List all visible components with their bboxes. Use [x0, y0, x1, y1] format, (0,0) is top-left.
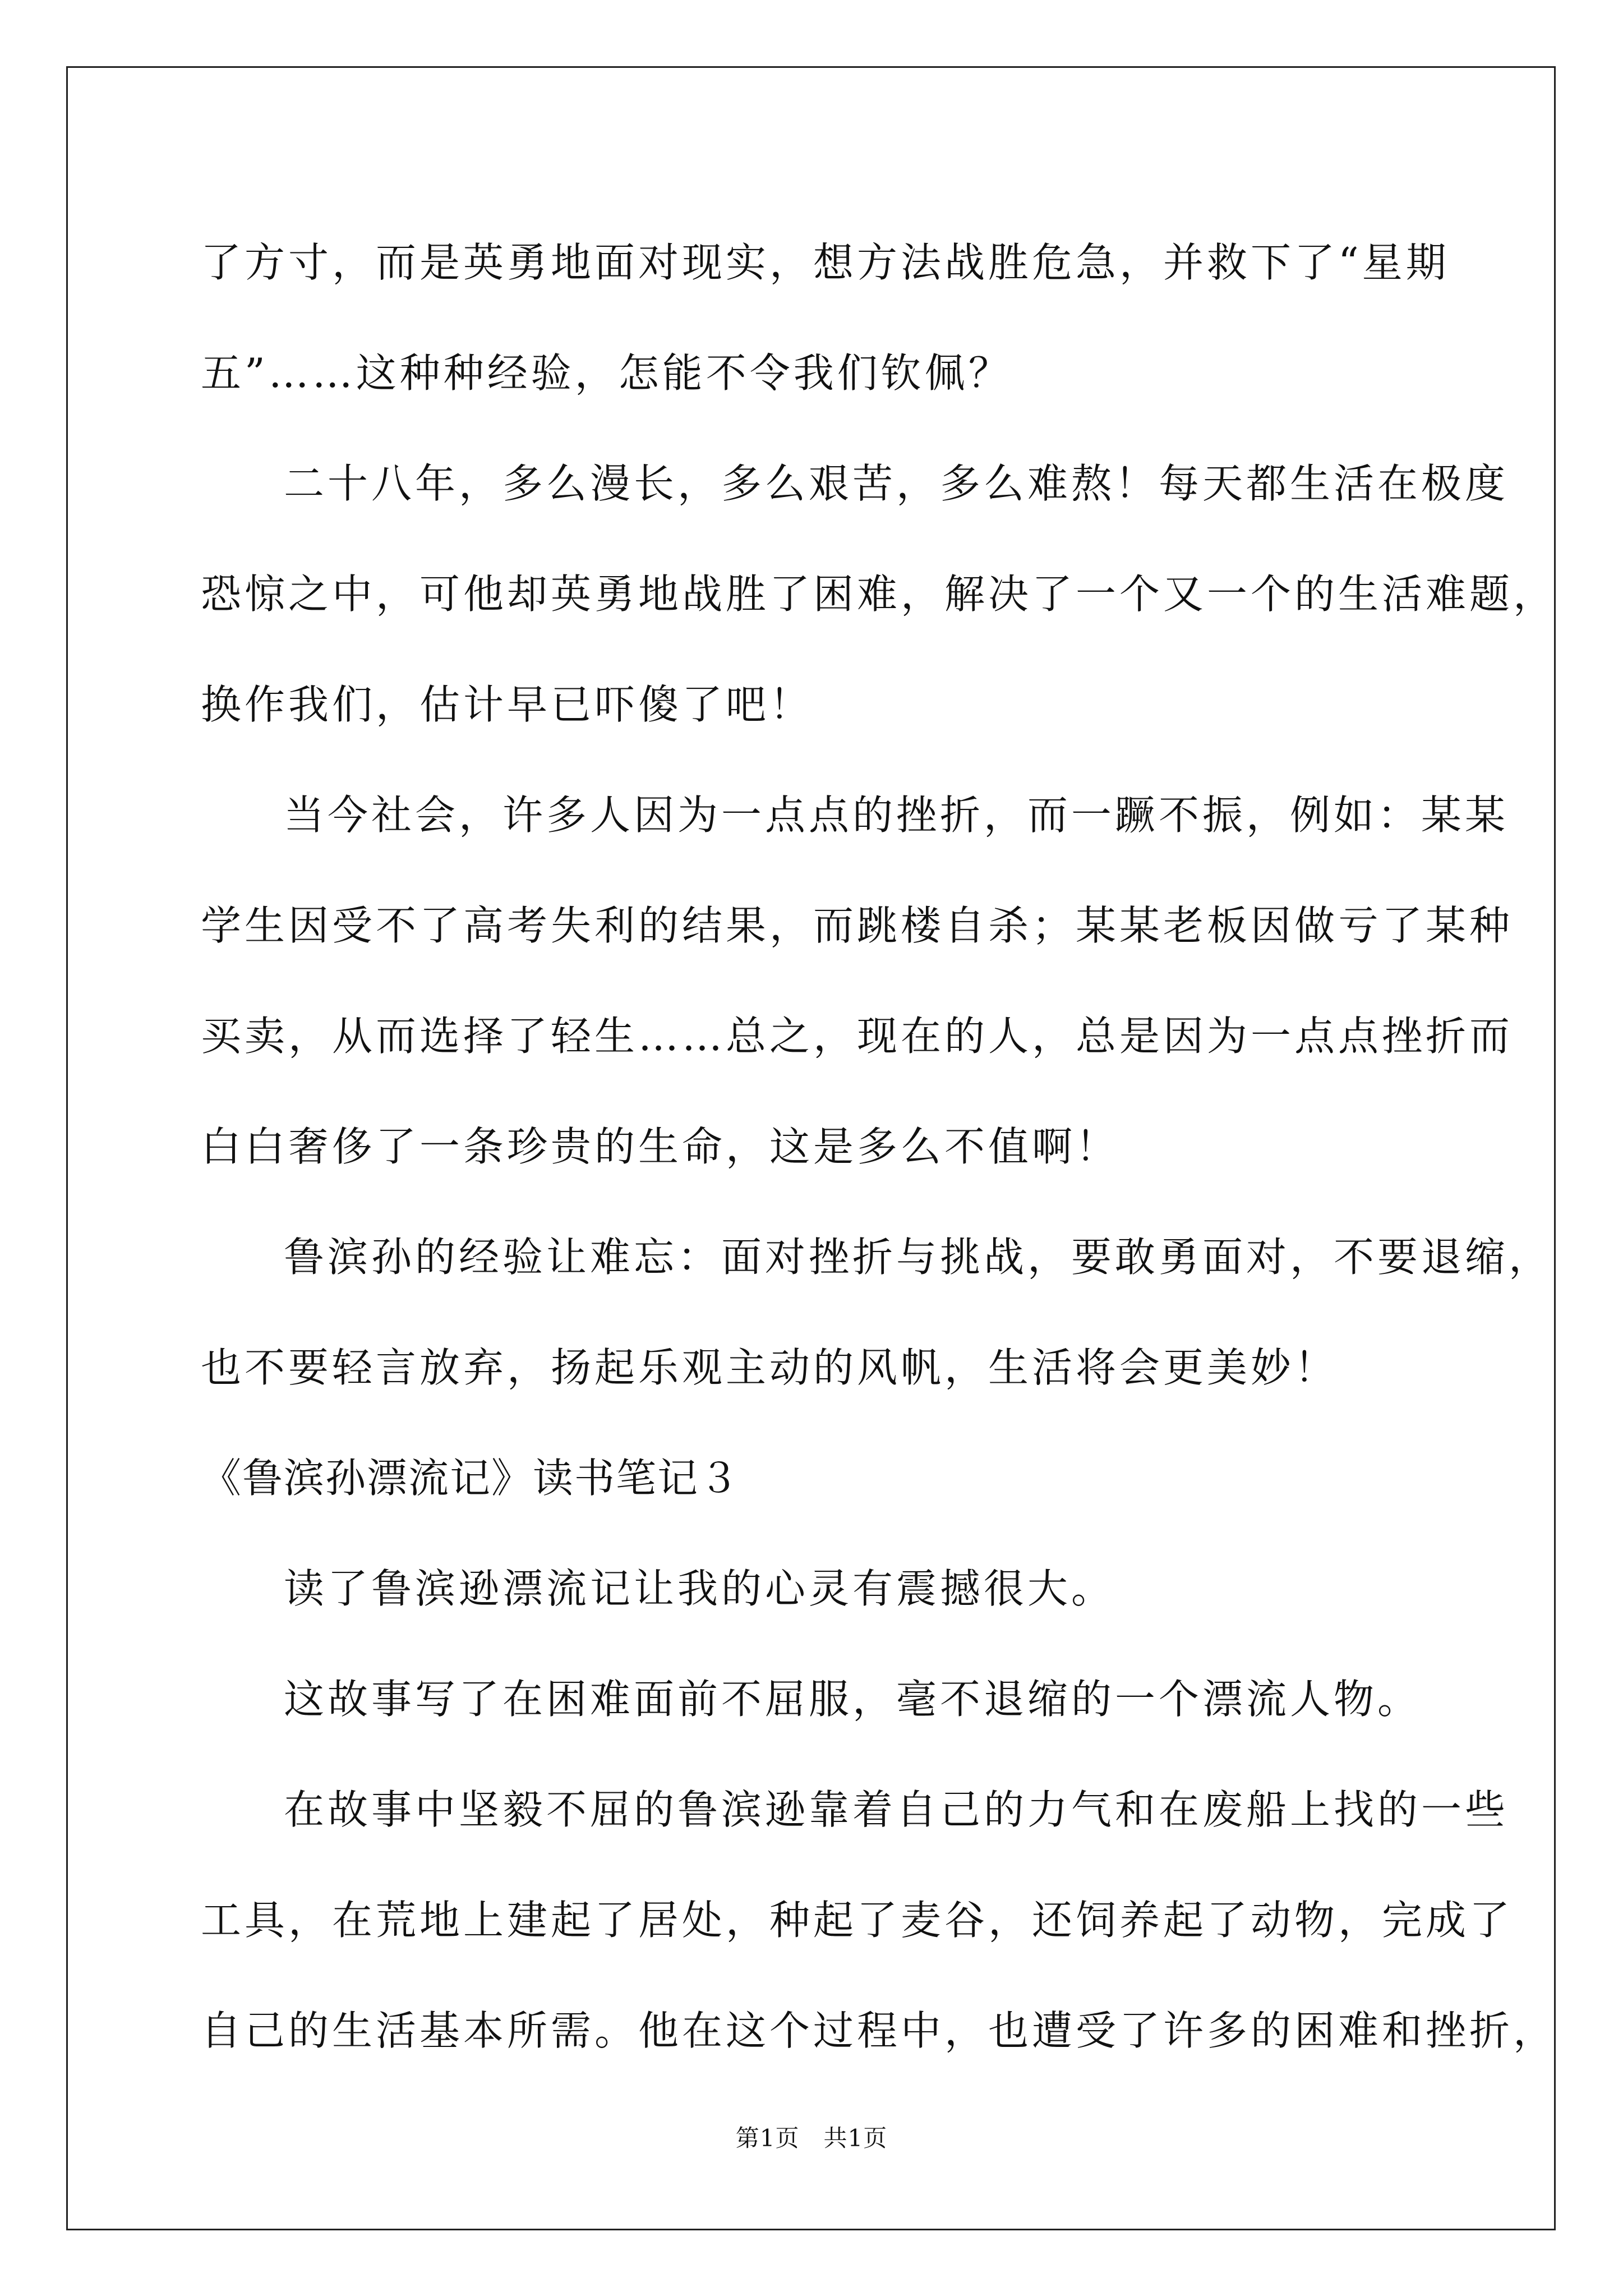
- text-line: 恐惊之中，可他却英勇地战胜了困难，解决了一个又一个的生活难题，: [201, 570, 1557, 618]
- paragraph-start-line: 鲁滨孙的经验让难忘：面对挫折与挑战，要敢勇面对，不要退缩，: [284, 1234, 1553, 1281]
- text-line: 学生因受不了高考失利的结果，而跳楼自杀；某某老板因做亏了某种: [201, 902, 1514, 949]
- text-line: 了方寸，而是英勇地面对现实，想方法战胜危急，并救下了“星期: [201, 239, 1450, 286]
- text-line: 自己的生活基本所需。他在这个过程中，也遭受了许多的困难和挫折，: [201, 2007, 1557, 2054]
- text-line: 换作我们，估计早已吓傻了吧！: [201, 681, 814, 728]
- text-line: 白白奢侈了一条珍贵的生命，这是多么不值啊！: [201, 1123, 1120, 1170]
- text-line: 买卖，从而选择了轻生……总之，现在的人，总是因为一点点挫折而: [201, 1013, 1514, 1060]
- document-body: [201, 208, 1557, 2086]
- paragraph-start-line: 读了鲁滨逊漂流记让我的心灵有震撼很大。: [284, 1565, 1115, 1612]
- paragraph-start-line: 当今社会，许多人因为一点点的挫折，而一蹶不振，例如：某某: [284, 792, 1509, 839]
- text-line: 也不要轻言放弃，扬起乐观主动的风帆，生活将会更美妙！: [201, 1344, 1339, 1391]
- section-heading: 《鲁滨孙漂流记》读书笔记３: [201, 1455, 741, 1502]
- paragraph-start-line: 二十八年，多么漫长，多么艰苦，多么难熬！每天都生活在极度: [284, 460, 1509, 507]
- paragraph-start-line: 这故事写了在困难面前不屈服，毫不退缩的一个漂流人物。: [284, 1676, 1422, 1723]
- text-line: 工具，在荒地上建起了居处，种起了麦谷，还饲养起了动物，完成了: [201, 1897, 1514, 1944]
- paragraph-start-line: 在故事中坚毅不屈的鲁滨逊靠着自己的力气和在废船上找的一些: [284, 1786, 1509, 1833]
- text-line: 五”……这种种经验，怎能不令我们钦佩？: [201, 349, 1012, 397]
- page-footer: 第1页 共1页: [735, 2124, 888, 2152]
